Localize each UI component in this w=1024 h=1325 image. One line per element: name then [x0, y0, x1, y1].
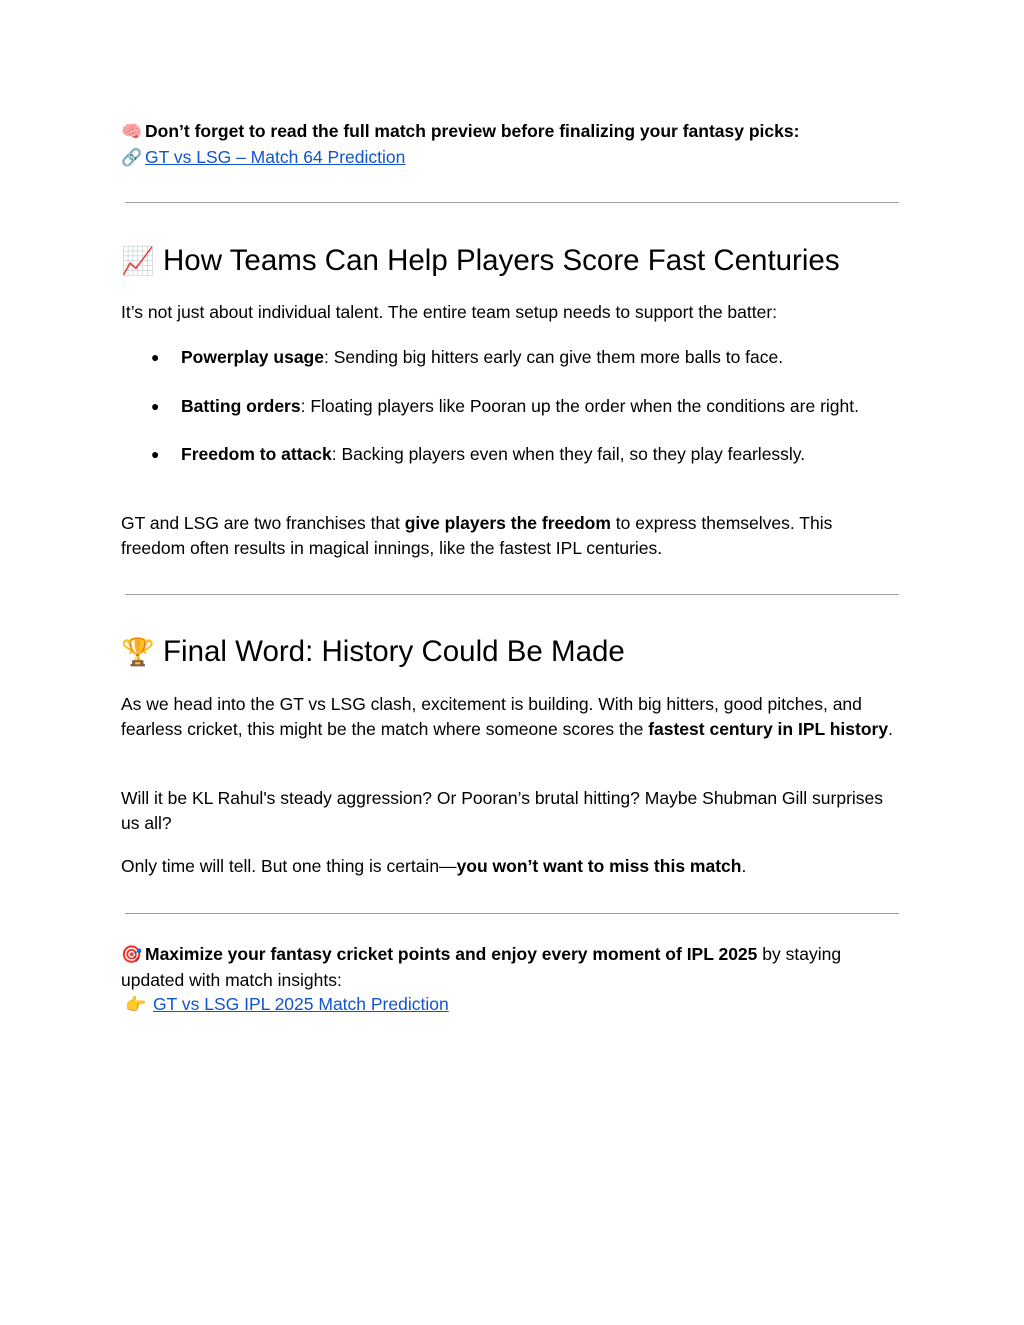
preview-link-line: [121, 145, 901, 171]
final-word-paragraph-3: [121, 854, 901, 879]
paragraph-text-bold: fastest century in IPL history: [648, 718, 889, 739]
paragraph-text-start: Only time will tell. But one thing is certain—: [121, 856, 457, 876]
section-heading-final-word: [121, 634, 625, 670]
paragraph-text-end: .: [741, 856, 747, 876]
trophy-icon: 🏆: [121, 637, 155, 667]
bullet-icon: ●: [151, 446, 160, 462]
paragraph-text-bold: you won’t want to miss this match: [456, 856, 742, 876]
bullet-icon: ●: [151, 349, 160, 365]
list-item-bold: Batting orders: [181, 395, 301, 416]
section-heading-fast-centuries: [121, 243, 840, 279]
list-item-text: : Floating players like Pooran up the order when the conditions are right.: [300, 395, 859, 416]
section-closing-paragraph: [121, 511, 901, 560]
section-heading-text: How Teams Can Help Players Score Fast Centuries: [163, 244, 840, 277]
insights-link-line: [121, 992, 901, 1018]
ipl-2025-match-prediction-link[interactable]: GT vs LSG IPL 2025 Match Prediction: [153, 994, 449, 1014]
insights-callout-text: [121, 942, 901, 992]
paragraph-text-end: .: [888, 718, 893, 739]
bullet-list-container: [121, 345, 901, 491]
preview-callout: [121, 119, 901, 170]
insights-callout-rest: by staying updated with match insights:: [121, 944, 842, 990]
closing-text-end: to express themselves. This freedom often results in magical innings, like the fastest IPL centuries.: [121, 513, 833, 558]
chart-increasing-icon: 📈: [121, 246, 155, 276]
insights-callout-bold: Maximize your fantasy cricket points and enjoy every moment of IPL 2025: [145, 944, 758, 964]
section-intro: It’s not just about individual talent. The entire team setup needs to support the batter:: [121, 302, 778, 322]
list-item: [121, 442, 901, 467]
section-heading-text: Final Word: History Could Be Made: [163, 635, 625, 668]
list-item-bold: Freedom to attack: [181, 444, 332, 464]
final-word-paragraph-2: Will it be KL Rahul's steady aggression? Or Pooran’s brutal hitting? Maybe Shubman Gill surprises us all?: [121, 788, 884, 833]
bullet-list: [121, 345, 901, 467]
closing-text-start: GT and LSG are two franchises that: [121, 513, 405, 533]
closing-text-bold: give players the freedom: [404, 513, 611, 533]
bullet-icon: ●: [151, 397, 160, 414]
divider: [125, 202, 899, 203]
divider: [125, 594, 899, 595]
target-icon: 🎯: [121, 945, 143, 964]
list-item: [121, 345, 901, 370]
final-word-paragraph-1: [121, 692, 901, 741]
pointing-hand-icon: 👉: [125, 995, 147, 1014]
preview-callout-text: [121, 119, 901, 145]
insights-callout: [121, 942, 901, 1018]
list-item-text: : Backing players even when they fail, so they play fearlessly.: [331, 444, 806, 464]
paragraph-text-start: As we head into the GT vs LSG clash, excitement is building. With big hitters, good pitches, and fearless cricket, this might be the match where someone scores the: [121, 694, 862, 739]
match-64-prediction-link[interactable]: GT vs LSG – Match 64 Prediction: [145, 146, 406, 167]
divider: [125, 913, 899, 914]
brain-icon: 🧠: [121, 122, 143, 141]
list-item-text: : Sending big hitters early can give them more balls to face.: [323, 347, 784, 367]
list-item-bold: Powerplay usage: [181, 347, 324, 367]
list-item: [121, 394, 901, 419]
link-icon: 🔗: [121, 147, 143, 167]
preview-callout-bold: Don’t forget to read the full match preview before finalizing your fantasy picks:: [145, 121, 800, 141]
